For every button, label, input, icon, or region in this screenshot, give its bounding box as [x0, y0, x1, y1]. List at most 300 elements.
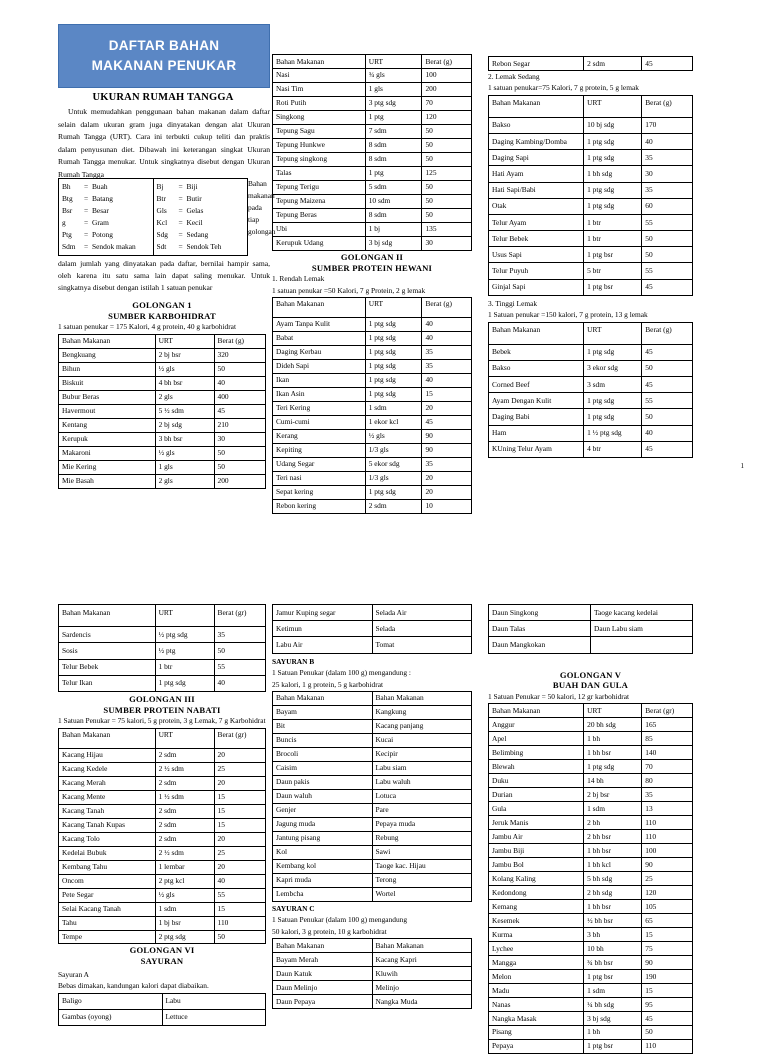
- cell-weight: 110: [642, 1039, 693, 1053]
- abbreviation-item: Bh = Buah: [62, 182, 108, 191]
- cell-food: Blewah: [489, 760, 584, 774]
- golongan-3-subtitle: SUMBER PROTEIN NABATI: [103, 704, 221, 715]
- cell-food: Makaroni: [59, 446, 156, 460]
- table-row: [489, 377, 693, 393]
- cell-urt: 3 bj sdg: [584, 1012, 642, 1026]
- cell-weight: 55: [642, 214, 693, 230]
- cell-weight: 40: [422, 331, 472, 345]
- cell-urt: 1 ptg sdg: [365, 359, 422, 373]
- sayuran-c-table: [272, 938, 472, 1009]
- cell-urt: ½ ptg sdg: [155, 627, 214, 643]
- cell-weight: 45: [642, 344, 693, 360]
- table-row: [59, 846, 266, 860]
- cell-urt: 1 bh bsr: [584, 746, 642, 760]
- sayuran-a-table: [58, 993, 266, 1026]
- cell-food: Hati Sapi/Babi: [489, 182, 584, 198]
- table-row: [59, 474, 266, 488]
- golongan-2-sub2-title: 2. Lemak Sedang: [488, 71, 540, 81]
- table-row: [273, 208, 472, 222]
- cell-food: Tepung Beras: [273, 208, 366, 222]
- cell-urt: 1 ptg sdg: [584, 134, 642, 150]
- sayuran-c-continued-table: [488, 604, 693, 654]
- table-row: [273, 152, 472, 166]
- table-row: [489, 942, 693, 956]
- table-row: [59, 460, 266, 474]
- cell-urt: 1 ptg sdg: [365, 345, 422, 359]
- cell-urt: 1 ½ sdm: [155, 790, 214, 804]
- cell-urt: 1 ptg sdg: [584, 393, 642, 409]
- cell-urt: ½ gls: [155, 888, 214, 902]
- cell-food: Babat: [273, 331, 366, 345]
- cell-urt: 2 gls: [155, 474, 214, 488]
- table-row: [489, 117, 693, 133]
- cell-weight: 20: [214, 776, 265, 790]
- abbr-key: Gls: [156, 205, 167, 215]
- sayuran-b-note-2: 25 kalori, 1 g protein, 5 g karbohidrat: [272, 679, 384, 689]
- cell-food: Lychee: [489, 942, 584, 956]
- table-row: [59, 362, 266, 376]
- cell-weight: 90: [642, 956, 693, 970]
- cell-urt: 1 ptg bsr: [584, 1039, 642, 1053]
- cell-food: Lettuce: [162, 1009, 266, 1025]
- column-header: URT: [584, 704, 642, 718]
- cell-food: Bebek: [489, 344, 584, 360]
- column-header: Berat (g): [642, 322, 693, 344]
- cell-food: Melon: [489, 970, 584, 984]
- cell-weight: 20: [214, 860, 265, 874]
- cell-weight: 110: [214, 916, 265, 930]
- table-row: [489, 802, 693, 816]
- cell-food: Kecipir: [372, 747, 472, 761]
- table-row: [273, 345, 472, 359]
- cell-urt: 2 bj bsr: [155, 348, 214, 362]
- cell-food: [591, 637, 693, 653]
- cell-food: Teri Kering: [273, 401, 366, 415]
- cell-food: Bubur Beras: [59, 390, 156, 404]
- table-row: [59, 818, 266, 832]
- golongan-2-sub1-note: 1 satuan penukar =50 Kalori, 7 g Protein, 2 g lemak: [272, 285, 426, 295]
- cell-food: Bayam Merah: [273, 953, 373, 967]
- cell-weight: 20: [422, 401, 472, 415]
- cell-urt: 8 sdm: [365, 152, 422, 166]
- cell-urt: 1 ptg sdg: [365, 317, 422, 331]
- table-row: [489, 998, 693, 1012]
- table-row: [273, 236, 472, 250]
- cell-urt: 2 ptg sdg: [155, 930, 214, 944]
- table-row: [273, 110, 472, 124]
- cell-food: Selada: [372, 621, 472, 637]
- cell-weight: 70: [422, 96, 472, 110]
- column-header: Bahan Makanan: [273, 55, 366, 69]
- cell-food: Kacang Hijau: [59, 748, 156, 762]
- table-row: [273, 68, 472, 82]
- cell-weight: 30: [642, 166, 693, 182]
- golongan-2-sub2-note: 1 satuan penukar=75 Kalori, 7 g protein, 5 g lemak: [488, 83, 639, 93]
- cell-weight: 50: [214, 362, 265, 376]
- abbreviation-item: Gls = Gelas: [156, 205, 204, 215]
- table-row: [273, 415, 472, 429]
- cell-food: Anggur: [489, 718, 584, 732]
- cell-food: Daging Kerbau: [273, 345, 366, 359]
- golongan-2-sub3-title: 3. Tinggi Lemak: [488, 298, 538, 308]
- cell-food: Singkong: [273, 110, 366, 124]
- golongan-6-subtitle: SAYURAN: [140, 956, 184, 967]
- cell-urt: ½ ptg: [155, 643, 214, 659]
- table-row: [489, 393, 693, 409]
- table-row: [59, 916, 266, 930]
- cell-weight: 20: [422, 485, 472, 499]
- cell-food: Mangga: [489, 956, 584, 970]
- cell-weight: 50: [214, 446, 265, 460]
- cell-food: Bit: [273, 719, 373, 733]
- cell-food: Ginjal Sapi: [489, 279, 584, 295]
- cell-urt: 3 sdm: [584, 377, 642, 393]
- abbr-key: Btr: [156, 193, 166, 203]
- cell-food: Talas: [273, 166, 366, 180]
- cell-weight: 95: [642, 998, 693, 1012]
- cell-food: Sardencis: [59, 627, 156, 643]
- cell-urt: 1 bh: [584, 1025, 642, 1039]
- cell-urt: 1 bj bsr: [155, 916, 214, 930]
- cell-food: Madu: [489, 984, 584, 998]
- cell-weight: 85: [642, 732, 693, 746]
- abbreviation-item: Btg = Batang: [62, 193, 113, 203]
- cell-food: Sawi: [372, 845, 472, 859]
- after-abbreviation-paragraph: dalam jumlah yang dinyatakan pada daftar, bernilai hampir sama, oleh karena itu satu sama lain dapat saling menukar. Untuk singkatnya disebut dengan istilah 1 satuan penukar: [58, 259, 270, 293]
- cell-food: Belimbing: [489, 746, 584, 760]
- cell-urt: 4 bh bsr: [155, 376, 214, 390]
- cell-food: Bakso: [489, 360, 584, 376]
- table-row: [273, 817, 472, 831]
- cell-urt: ¼ bh sdg: [584, 998, 642, 1012]
- cell-urt: 1 bh sdg: [584, 166, 642, 182]
- cell-food: Daun Mangkokan: [489, 637, 591, 653]
- table-row: [489, 718, 693, 732]
- table-row: [273, 873, 472, 887]
- cell-food: Corned Beef: [489, 377, 584, 393]
- table-row: [273, 967, 472, 981]
- cell-food: Teri nasi: [273, 471, 366, 485]
- cell-urt: 1/3 gls: [365, 471, 422, 485]
- table-row: [273, 222, 472, 236]
- cell-food: Daun Katuk: [273, 967, 373, 981]
- cell-weight: 90: [422, 443, 472, 457]
- cell-food: Melinjo: [372, 981, 472, 995]
- cell-food: Kluwih: [372, 967, 472, 981]
- cell-food: Tepung Sagu: [273, 124, 366, 138]
- cell-food: Roti Putih: [273, 96, 366, 110]
- table-row: [489, 844, 693, 858]
- cell-food: Otak: [489, 198, 584, 214]
- abbreviation-item: Btr = Butir: [156, 193, 202, 203]
- table-row: [273, 605, 472, 621]
- cell-urt: 2 sdm: [155, 804, 214, 818]
- cell-weight: 400: [214, 390, 265, 404]
- cell-weight: 190: [642, 970, 693, 984]
- cell-weight: 90: [642, 858, 693, 872]
- abbreviation-item: Sdg = Sedang: [156, 229, 209, 239]
- abbr-value: Sedang: [186, 229, 209, 239]
- cell-weight: 25: [214, 846, 265, 860]
- cell-urt: 4 btr: [584, 441, 642, 457]
- cell-urt: 1 ptg sdg: [365, 373, 422, 387]
- cell-food: Lotuca: [372, 789, 472, 803]
- cell-weight: 135: [422, 222, 472, 236]
- cell-food: Biskuit: [59, 376, 156, 390]
- cell-weight: 35: [422, 345, 472, 359]
- cell-food: Nasi: [273, 68, 366, 82]
- column-header: URT: [155, 334, 214, 348]
- cell-weight: 30: [214, 432, 265, 446]
- column-header: Bahan Makanan: [489, 95, 584, 117]
- table-row: [489, 914, 693, 928]
- table-row: [489, 760, 693, 774]
- column-header: URT: [365, 55, 422, 69]
- cell-food: Taoge kac. Hijau: [372, 859, 472, 873]
- cell-urt: 2 bj sdg: [155, 418, 214, 432]
- cell-weight: 20: [214, 748, 265, 762]
- table-row: [273, 789, 472, 803]
- cell-food: Havermout: [59, 404, 156, 418]
- cell-food: Baligo: [59, 993, 163, 1009]
- cell-food: Kembang kol: [273, 859, 373, 873]
- cell-weight: 105: [642, 900, 693, 914]
- abbr-value: Gelas: [186, 205, 204, 215]
- cell-weight: 15: [214, 902, 265, 916]
- cell-urt: 7 sdm: [365, 124, 422, 138]
- cell-urt: 1 ptg sdg: [584, 198, 642, 214]
- abbr-value: Butir: [186, 193, 202, 203]
- cell-urt: 1 ptg sdg: [155, 675, 214, 691]
- table-row: [273, 705, 472, 719]
- table-row: [273, 166, 472, 180]
- table-row: [59, 902, 266, 916]
- cell-urt: 1 ekor kcl: [365, 415, 422, 429]
- cell-food: KUning Telur Ayam: [489, 441, 584, 457]
- table-row: [273, 887, 472, 901]
- cell-urt: ¾ gls: [365, 68, 422, 82]
- cell-weight: 100: [422, 68, 472, 82]
- cell-food: Kurma: [489, 928, 584, 942]
- cell-food: Ketimun: [273, 621, 373, 637]
- table-row: [489, 150, 693, 166]
- abbr-value: Potong: [92, 229, 113, 239]
- cell-food: Wortel: [372, 887, 472, 901]
- cell-weight: 40: [214, 675, 265, 691]
- abbr-value: Batang: [92, 193, 113, 203]
- cell-weight: 100: [642, 844, 693, 858]
- cell-urt: ¾ bh bsr: [584, 956, 642, 970]
- table-row: [489, 1012, 693, 1026]
- cell-weight: 45: [422, 415, 472, 429]
- table-row: [489, 788, 693, 802]
- cell-food: Jambu Air: [489, 830, 584, 844]
- cell-urt: 8 sdm: [365, 138, 422, 152]
- cell-weight: 165: [642, 718, 693, 732]
- cell-food: Mie Kering: [59, 460, 156, 474]
- cell-food: Nasi Tim: [273, 82, 366, 96]
- cell-urt: 1 ptg sdg: [365, 331, 422, 345]
- abbr-value: Sendok makan: [92, 241, 136, 251]
- cell-weight: 35: [214, 627, 265, 643]
- cell-food: Taoge kacang kedelai: [591, 605, 693, 621]
- table-row: [273, 443, 472, 457]
- golongan-1-section: [58, 300, 266, 489]
- cell-food: Nangka Muda: [372, 995, 472, 1009]
- table-row: [489, 900, 693, 914]
- cell-weight: 120: [642, 886, 693, 900]
- cell-weight: 40: [214, 874, 265, 888]
- cell-urt: 2 ½ sdm: [155, 846, 214, 860]
- table-row: [59, 418, 266, 432]
- cell-weight: 50: [642, 409, 693, 425]
- table-row: [59, 888, 266, 902]
- column-header: Berat (g): [422, 297, 472, 317]
- cell-food: Pepaya: [489, 1039, 584, 1053]
- cell-food: Kolang Kaling: [489, 872, 584, 886]
- table-row: [273, 831, 472, 845]
- cell-food: Ikan: [273, 373, 366, 387]
- column-header: Berat (gr): [642, 704, 693, 718]
- golongan-3-continued-section: [58, 604, 266, 1026]
- cell-food: Lembcha: [273, 887, 373, 901]
- cell-urt: 5 btr: [584, 263, 642, 279]
- cell-weight: 15: [422, 387, 472, 401]
- cell-food: Tepung Hunkwe: [273, 138, 366, 152]
- table-row: [59, 790, 266, 804]
- cell-weight: 20: [422, 471, 472, 485]
- cell-food: Labu siam: [372, 761, 472, 775]
- cell-urt: 1 ptg sdg: [365, 485, 422, 499]
- golongan-5-title: GOLONGAN V: [559, 669, 622, 680]
- cell-urt: ½ gls: [365, 429, 422, 443]
- cell-urt: 1 lembar: [155, 860, 214, 874]
- table-row: [273, 429, 472, 443]
- cell-urt: 1 ptg: [365, 166, 422, 180]
- table-row: [489, 360, 693, 376]
- cell-weight: 35: [422, 457, 472, 471]
- cell-urt: 2 sdm: [155, 832, 214, 846]
- column-header: Bahan Makanan: [489, 704, 584, 718]
- table-row: [59, 432, 266, 446]
- cell-weight: 320: [214, 348, 265, 362]
- golongan-1-continued-table: [272, 54, 472, 251]
- abbreviation-item: Sdm = Sendok makan: [62, 241, 136, 251]
- cell-urt: ½ gls: [155, 446, 214, 460]
- column-header: Bahan Makanan: [273, 939, 373, 953]
- golongan-5-note: 1 Satuan Penukar = 50 kalori, 12 gr karbohidrat: [488, 691, 630, 701]
- cell-food: Apel: [489, 732, 584, 746]
- cell-food: Tomat: [372, 637, 472, 653]
- cell-weight: 110: [642, 816, 693, 830]
- sayuran-c-note-2: 50 kalori, 3 g protein, 10 g karbohidrat: [272, 926, 387, 936]
- cell-food: Kacang panjang: [372, 719, 472, 733]
- table-header-row: [273, 691, 472, 705]
- table-row: [489, 605, 693, 621]
- table-row: [273, 733, 472, 747]
- table-row: [59, 1009, 266, 1025]
- table-row: [489, 774, 693, 788]
- cell-weight: 120: [422, 110, 472, 124]
- table-row: [59, 675, 266, 691]
- cell-urt: 2 sdm: [155, 818, 214, 832]
- cell-urt: 2 bh bsr: [584, 830, 642, 844]
- table-row: [59, 993, 266, 1009]
- golongan-6-title: GOLONGAN VI: [129, 945, 195, 956]
- cell-food: Dideh Sapi: [273, 359, 366, 373]
- table-row: [59, 860, 266, 874]
- cell-urt: 2 bh sdg: [584, 886, 642, 900]
- cell-urt: 1 gls: [155, 460, 214, 474]
- cell-weight: 50: [422, 194, 472, 208]
- cell-food: Daun Pepaya: [273, 995, 373, 1009]
- table-header-row: [489, 95, 693, 117]
- cell-food: Ikan Asin: [273, 387, 366, 401]
- table-row: [489, 858, 693, 872]
- column-header: URT: [365, 297, 422, 317]
- column-header: Bahan Makanan: [273, 297, 366, 317]
- table-header-row: [59, 605, 266, 627]
- table-row: [59, 762, 266, 776]
- cell-weight: 50: [642, 231, 693, 247]
- cell-food: Genjer: [273, 803, 373, 817]
- golongan-5-subtitle: BUAH DAN GULA: [552, 680, 629, 691]
- cell-food: Kerupuk: [59, 432, 156, 446]
- cell-weight: 90: [422, 429, 472, 443]
- cell-weight: 200: [422, 82, 472, 96]
- table-row: [489, 984, 693, 998]
- cell-food: Durian: [489, 788, 584, 802]
- cell-food: Rebon Segar: [489, 57, 584, 71]
- cell-food: Pepaya muda: [372, 817, 472, 831]
- table-row: [273, 180, 472, 194]
- cell-weight: 55: [214, 659, 265, 675]
- abbr-key: g: [62, 217, 66, 227]
- table-row: [489, 830, 693, 844]
- cell-weight: 80: [642, 774, 693, 788]
- cell-urt: 1 ½ ptg sdg: [584, 425, 642, 441]
- cell-food: Jamur Kuping segar: [273, 605, 373, 621]
- cell-food: Kentang: [59, 418, 156, 432]
- cell-weight: 50: [642, 247, 693, 263]
- cell-food: Tepung Maizena: [273, 194, 366, 208]
- table-row: [489, 57, 693, 71]
- cell-food: Daun Melinjo: [273, 981, 373, 995]
- title-line-1: DAFTAR BAHAN: [108, 38, 220, 54]
- cell-urt: 1 bh bsr: [584, 844, 642, 858]
- cell-urt: 2 ½ sdm: [155, 762, 214, 776]
- table-row: [273, 194, 472, 208]
- abbreviation-box: [58, 178, 248, 256]
- table-header-row: [59, 334, 266, 348]
- cell-food: Jambu Bol: [489, 858, 584, 872]
- cell-food: Kedelai Bubuk: [59, 846, 156, 860]
- cell-food: Oncom: [59, 874, 156, 888]
- cell-food: Ayam Dengan Kulit: [489, 393, 584, 409]
- column-header: Berat (g): [214, 334, 265, 348]
- cell-urt: 2 gls: [155, 390, 214, 404]
- table-row: [273, 953, 472, 967]
- table-row: [489, 441, 693, 457]
- cell-weight: 15: [214, 818, 265, 832]
- abbreviation-item: Bsr = Besar: [62, 205, 109, 215]
- table-row: [59, 776, 266, 790]
- abbr-key: Btg: [62, 193, 73, 203]
- cell-weight: 35: [642, 182, 693, 198]
- cell-food: Bakso: [489, 117, 584, 133]
- cell-weight: 55: [214, 888, 265, 902]
- cell-weight: 55: [642, 263, 693, 279]
